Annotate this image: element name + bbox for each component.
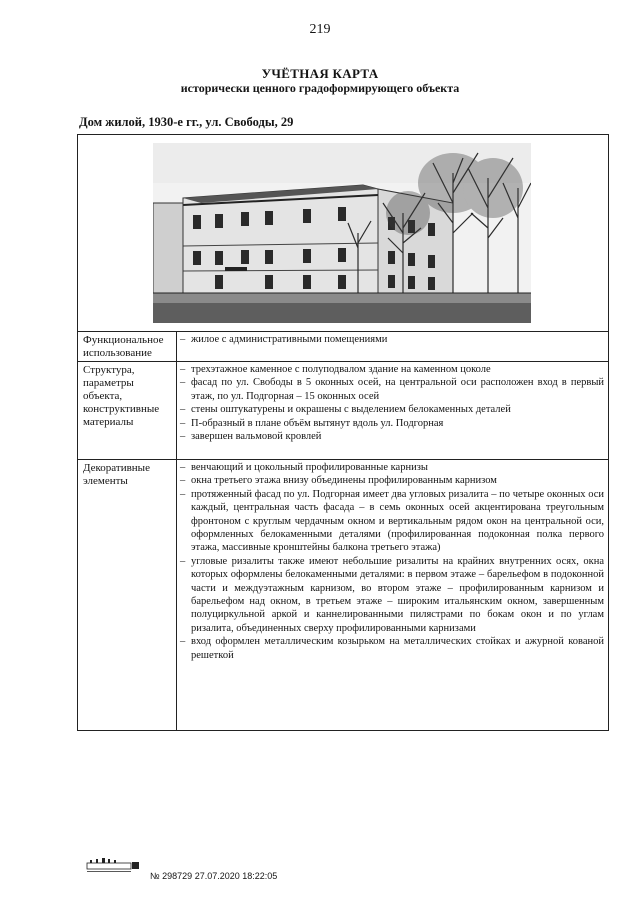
page-number: 219 bbox=[309, 22, 331, 37]
row-content bbox=[180, 333, 604, 346]
list-item: – вход оформлен металлическим козырьком на металлических стойках и ажурной кованой решеткой bbox=[180, 636, 604, 661]
card-title: УЧЁТНАЯ КАРТА bbox=[261, 66, 379, 81]
list-item: – П-образный в плане объём вытянут вдоль ул. Подгорная bbox=[180, 417, 444, 429]
row-content bbox=[180, 363, 604, 443]
row-functional-use bbox=[78, 331, 608, 362]
row-structure bbox=[78, 361, 608, 460]
row-content bbox=[180, 461, 604, 662]
building-photo-icon bbox=[153, 143, 531, 323]
card-subtitle: исторически ценного градоформирующего объекта bbox=[180, 81, 460, 95]
row-decorative-elements bbox=[78, 459, 608, 731]
object-name: Дом жилой, 1930-е гг., ул. Свободы, 29 bbox=[79, 115, 294, 129]
registration-stamp: № 298729 27.07.2020 18:22:05 bbox=[150, 871, 278, 881]
photo-cell bbox=[78, 135, 608, 332]
list-item: – фасад по ул. Свободы в 5 оконных осей, на центральной оси расположен вход в первый этаж, по ул. Подгорная – 15 оконных осей bbox=[180, 377, 604, 402]
list-item: – стены оштукатурены и окрашены с выделением белокаменных деталей bbox=[180, 404, 511, 416]
row-label: Декоративные элементы bbox=[78, 459, 177, 731]
row-label: Структура, параметры объекта, конструктивные материалы bbox=[78, 361, 177, 459]
row-label: Функциональное использование bbox=[78, 331, 177, 361]
list-item: – протяженный фасад по ул. Подгорная имеет два угловых ризалита – по четыре оконных оси каждый, центральная часть фасада – в семь оконных осей акцентирована треугольным фронтоном с круглым чердачным окном и вертикальным рядом окон на центральной оси, оформленных белокаменными деталями (профилированная подоконная полка первого этажа, массивные кронштейны балкона третьего этажа) bbox=[180, 488, 604, 554]
registration-card-table bbox=[77, 134, 609, 731]
list-item: – венчающий и цокольный профилированные карнизы bbox=[180, 462, 428, 473]
list-item: – окна третьего этажа внизу объединены профилированным карнизом bbox=[180, 475, 497, 487]
list-item: – жилое с административными помещениями bbox=[180, 334, 388, 345]
council-logo-icon bbox=[86, 856, 140, 874]
list-item: – завершен вальмовой кровлей bbox=[180, 431, 322, 443]
list-item: – трехэтажное каменное с полуподвалом здание на каменном цоколе bbox=[180, 364, 491, 375]
list-item: – угловые ризалиты также имеют небольшие ризалиты на крайних внутренних осях, окна которых оформлены белокаменными деталями: в первом этаже – барельефом в подоконной части и междуэтажным карнизом, во втором этаже – профилированным карнизом и барельефом над окном, в третьем этаже – широким итальянским окном, завершенным полуциркульной аркой и каннелированными пилястрами по бокам окон и по углам ризалита, объединенных сверху профилированными карнизами bbox=[180, 555, 604, 634]
